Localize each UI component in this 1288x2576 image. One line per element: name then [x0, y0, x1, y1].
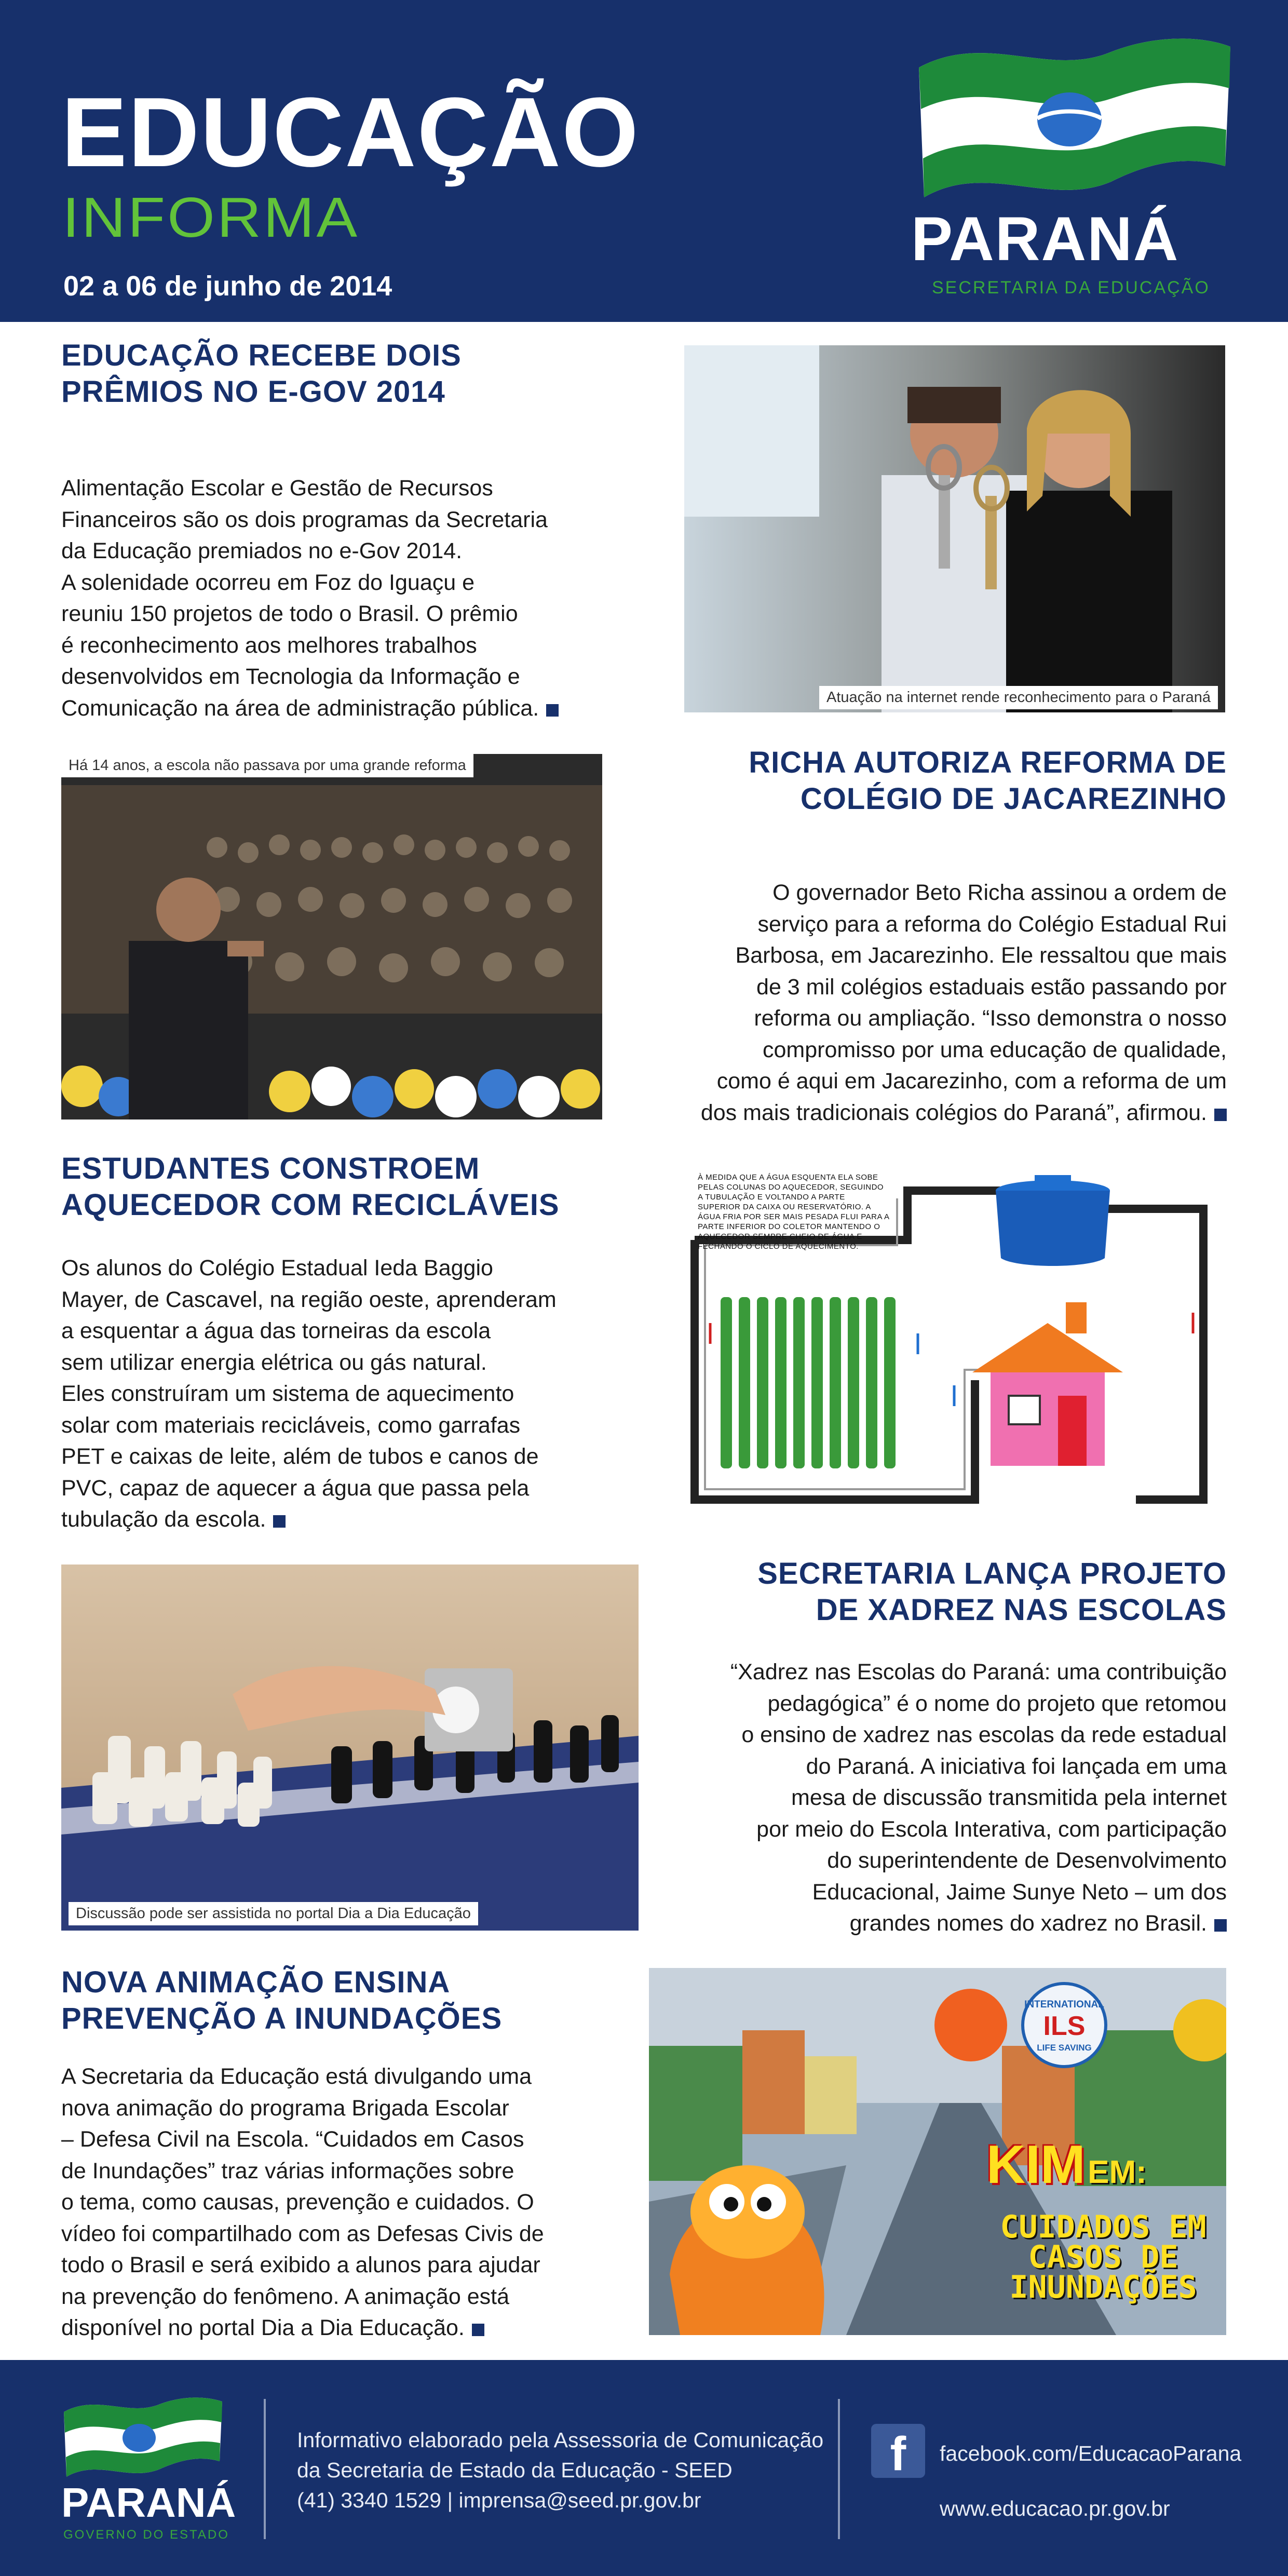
- aquecedor-body-text: tubulação da escola.: [61, 1507, 266, 1532]
- egov-body-line: Financeiros são os dois programas da Secretaria: [61, 507, 548, 532]
- egov-headline: [61, 338, 462, 410]
- animacao-body-line: vídeo foi compartilhado com as Defesas Civis de: [61, 2221, 544, 2246]
- animacao-body-line-last: [61, 2312, 638, 2344]
- poster-kim-title: [986, 2134, 1147, 2196]
- reforma-photo-caption: Há 14 anos, a escola não passava por uma grande reforma: [61, 754, 473, 777]
- xadrez-headline: [659, 1556, 1227, 1628]
- egov-award-photo: [684, 345, 1225, 712]
- egov-body-line: reuniu 150 projetos de todo o Brasil. O prêmio: [61, 601, 518, 626]
- aquecedor-body-line: sem utilizar energia elétrica ou gás natural.: [61, 1350, 487, 1375]
- egov-body-line: Alimentação Escolar e Gestão de Recursos: [61, 476, 493, 501]
- end-square-icon: [1214, 1919, 1227, 1932]
- xadrez-body-text: grandes nomes do xadrez no Brasil.: [849, 1911, 1207, 1936]
- xadrez-body-line: mesa de discussão transmitida pela internet: [791, 1785, 1227, 1810]
- newsletter-subtitle: INFORMA: [62, 186, 360, 249]
- end-square-icon: [1214, 1109, 1227, 1121]
- end-square-icon: [273, 1515, 286, 1528]
- animacao-body-line: A Secretaria da Educação está divulgando uma: [61, 2064, 532, 2089]
- reforma-body-line: como é aqui em Jacarezinho, com a reforma de um: [716, 1069, 1227, 1094]
- egov-body-line: da Educação premiados no e-Gov 2014.: [61, 538, 463, 563]
- footer-divider: [838, 2399, 840, 2539]
- animacao-body-line: – Defesa Civil na Escola. “Cuidados em Casos: [61, 2127, 524, 2152]
- aquecedor-body: [61, 1252, 638, 1535]
- reforma-body: [613, 877, 1227, 1128]
- egov-body-line-last: [61, 693, 638, 724]
- chess-photo-caption: Discussão pode ser assistida no portal Dia a Dia Educação: [69, 1902, 478, 1925]
- footer-info: [297, 2425, 823, 2515]
- website-link[interactable]: www.educacao.pr.gov.br: [940, 2497, 1170, 2520]
- xadrez-headline-line1: SECRETARIA LANÇA PROJETO: [757, 1557, 1227, 1590]
- parana-flag-logo: [914, 31, 1236, 208]
- egov-body: [61, 473, 638, 724]
- animacao-body-line: na prevenção do fenômeno. A animação está: [61, 2284, 510, 2309]
- diagram-note-line: PELAS COLUNAS DO AQUECEDOR, SEGUINDO: [698, 1183, 884, 1192]
- facebook-icon[interactable]: f: [871, 2424, 925, 2478]
- aquecedor-body-line: PET e caixas de leite, além de tubos e canos de: [61, 1444, 539, 1469]
- footer-brand-sub: GOVERNO DO ESTADO: [63, 2528, 229, 2542]
- poster-caption-line: INUNDAÇÕES: [1009, 2269, 1197, 2305]
- aquecedor-body-line: PVC, capaz de aquecer a água que passa pela: [61, 1475, 530, 1501]
- egov-body-text: Comunicação na área de administração pública.: [61, 695, 539, 721]
- diagram-note-line: À MEDIDA QUE A ÁGUA ESQUENTA ELA SOBE: [698, 1173, 878, 1182]
- facebook-link[interactable]: facebook.com/EducacaoParana: [940, 2442, 1242, 2465]
- aquecedor-body-line: solar com materiais recicláveis, como garrafas: [61, 1412, 521, 1438]
- aquecedor-body-line: Os alunos do Colégio Estadual Ieda Baggio: [61, 1256, 493, 1280]
- parana-brand: PARANÁ: [911, 204, 1179, 274]
- footer-info-line: da Secretaria de Estado da Educação - SEED: [297, 2458, 733, 2482]
- diagram-note-line: SUPERIOR DA CAIXA OU RESERVATÓRIO. A: [698, 1203, 871, 1211]
- footer-flag-logo: [61, 2394, 227, 2482]
- end-square-icon: [546, 704, 559, 717]
- egov-body-line: A solenidade ocorreu em Foz do Iguaçu e: [61, 570, 475, 595]
- reforma-body-line: de 3 mil colégios estaduais estão passando por: [756, 974, 1227, 1000]
- poster-kim: KIM: [986, 2135, 1086, 2195]
- diagram-note-line: ÁGUA FRIA POR SER MAIS PESADA FLUI PARA A: [698, 1212, 890, 1221]
- diagram-note-line: PARTE INFERIOR DO COLETOR MANTENDO O: [698, 1222, 880, 1231]
- end-square-icon: [472, 2324, 484, 2336]
- xadrez-body-line: do Paraná. A iniciativa foi lançada em uma: [806, 1754, 1227, 1779]
- egov-headline-line1: EDUCAÇÃO RECEBE DOIS: [61, 339, 462, 372]
- animacao-body-line: de Inundações” traz várias informações sobre: [61, 2158, 514, 2183]
- reforma-headline: [659, 745, 1227, 817]
- poster-caption: [981, 2209, 1225, 2305]
- reforma-body-line: serviço para a reforma do Colégio Estadual Rui: [757, 911, 1227, 937]
- reforma-body-text: dos mais tradicionais colégios do Paraná”, afirmou.: [700, 1100, 1207, 1125]
- aquecedor-body-line: Mayer, de Cascavel, na região oeste, aprenderam: [61, 1287, 557, 1312]
- xadrez-body-line: “Xadrez nas Escolas do Paraná: uma contribuição: [730, 1660, 1227, 1684]
- issue-date: 02 a 06 de junho de 2014: [63, 271, 392, 302]
- reforma-body-line: Barbosa, em Jacarezinho. Ele ressaltou que mais: [735, 943, 1227, 968]
- diagram-note: [698, 1172, 895, 1251]
- poster-em: EM:: [1088, 2154, 1147, 2190]
- poster-caption-line: CUIDADOS EM: [1000, 2209, 1206, 2245]
- footer-contact-line: (41) 3340 1529 | imprensa@seed.pr.gov.br: [297, 2488, 701, 2512]
- xadrez-body-line: o ensino de xadrez nas escolas da rede estadual: [741, 1722, 1227, 1747]
- reforma-body-line: reforma ou ampliação. “Isso demonstra o nosso: [754, 1006, 1227, 1031]
- animacao-body-text: disponível no portal Dia a Dia Educação.: [61, 2315, 465, 2340]
- egov-photo-caption: Atuação na internet rende reconhecimento para o Paraná: [819, 686, 1218, 709]
- animacao-headline-line2: PREVENÇÃO A INUNDAÇÕES: [61, 2002, 503, 2035]
- footer-divider: [264, 2399, 266, 2539]
- secretaria-label: SECRETARIA DA EDUCAÇÃO: [932, 278, 1210, 298]
- xadrez-body-line: por meio do Escola Interativa, com participação: [756, 1816, 1227, 1842]
- reforma-headline-line1: RICHA AUTORIZA REFORMA DE: [749, 746, 1227, 779]
- poster-caption-line: CASOS DE: [1028, 2239, 1178, 2275]
- aquecedor-headline-line2: AQUECEDOR COM RECICLÁVEIS: [61, 1188, 560, 1222]
- xadrez-body-line: Educacional, Jaime Sunye Neto – um dos: [812, 1879, 1227, 1905]
- badge-ils: ILS: [1043, 2011, 1086, 2041]
- reforma-event-photo: [61, 754, 602, 1120]
- footer-info-line: Informativo elaborado pela Assessoria de Comunicação: [297, 2428, 824, 2452]
- egov-headline-line2: PRÊMIOS NO E-GOV 2014: [61, 375, 445, 409]
- aquecedor-body-line: a esquentar a água das torneiras da escola: [61, 1318, 491, 1343]
- xadrez-body: [644, 1656, 1227, 1939]
- aquecedor-headline: [61, 1151, 560, 1223]
- badge-international: INTERNATIONAL: [1024, 1999, 1104, 2010]
- reforma-headline-line2: COLÉGIO DE JACAREZINHO: [800, 782, 1227, 816]
- animacao-body-line: nova animação do programa Brigada Escolar: [61, 2095, 509, 2121]
- aquecedor-body-line: Eles construíram um sistema de aquecimento: [61, 1381, 514, 1406]
- newsletter-title: EDUCAÇÃO: [61, 77, 640, 187]
- reforma-body-line: O governador Beto Richa assinou a ordem de: [772, 880, 1227, 905]
- xadrez-body-line: pedagógica” é o nome do projeto que retomou: [767, 1691, 1227, 1716]
- diagram-note-line: FECHANDO O CICLO DE AQUECIMENTO.: [698, 1242, 859, 1251]
- footer-brand: PARANÁ: [61, 2479, 236, 2526]
- chess-photo: [61, 1565, 639, 1931]
- animacao-headline: [61, 1964, 502, 2037]
- reforma-body-line-last: [613, 1097, 1227, 1129]
- reforma-body-line: compromisso por uma educação de qualidade,: [763, 1037, 1227, 1062]
- egov-body-line: é reconhecimento aos melhores trabalhos: [61, 632, 477, 658]
- animation-poster: [649, 1968, 1226, 2335]
- diagram-note-line: A TUBULAÇÃO E VOLTANDO A PARTE: [698, 1193, 845, 1202]
- solar-heater-diagram: [684, 1167, 1225, 1531]
- xadrez-body-line: do superintendente de Desenvolvimento: [827, 1848, 1227, 1873]
- animacao-body-line: todo o Brasil e será exibido a alunos para ajudar: [61, 2253, 540, 2277]
- badge-life-saving: LIFE SAVING: [1037, 2043, 1092, 2053]
- xadrez-body-line-last: [644, 1908, 1227, 1939]
- aquecedor-headline-line1: ESTUDANTES CONSTROEM: [61, 1152, 480, 1185]
- egov-body-line: desenvolvidos em Tecnologia da Informação e: [61, 664, 520, 689]
- animacao-body: [61, 2061, 638, 2344]
- animacao-body-line: o tema, como causas, prevenção e cuidados. O: [61, 2190, 534, 2215]
- aquecedor-body-line-last: [61, 1504, 638, 1535]
- xadrez-headline-line2: DE XADREZ NAS ESCOLAS: [816, 1593, 1227, 1627]
- animacao-headline-line1: NOVA ANIMAÇÃO ENSINA: [61, 1965, 451, 1999]
- diagram-note-line: AQUECEDOR SEMPRE CHEIO DE ÁGUA E: [698, 1232, 862, 1241]
